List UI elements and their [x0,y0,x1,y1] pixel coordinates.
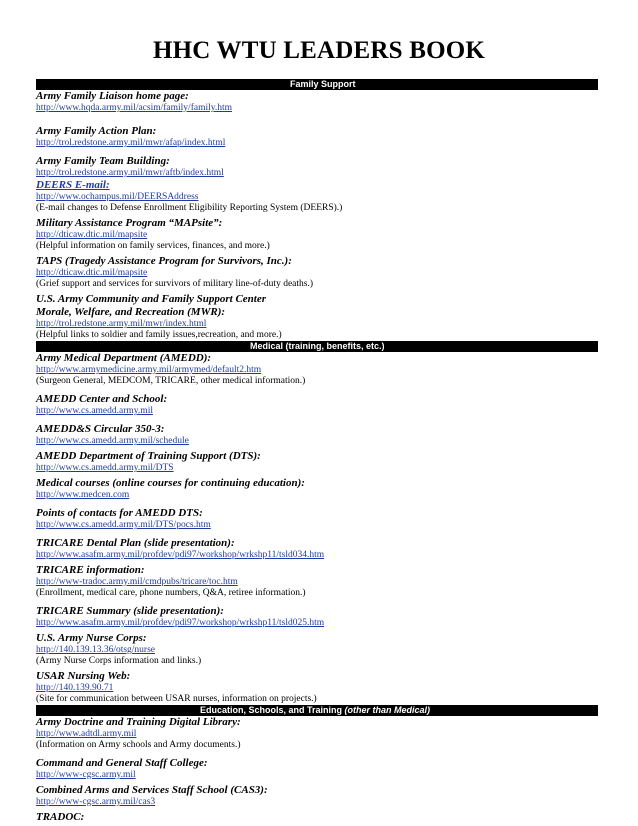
entry-title: TRICARE Dental Plan (slide presentation): [36,537,235,549]
entry-description: (Information on Army schools and Army documents.) [36,740,241,750]
entry-title: AMEDD&S Circular 350-3: [36,423,165,435]
list-item [36,811,598,824]
entry-title: Command and General Staff College: [36,757,208,769]
list-item [36,293,598,341]
entry-description: (Army Nurse Corps information and links.) [36,656,202,666]
entry-link[interactable]: http://www.cs.amedd.army.mil/DTS [36,463,174,473]
entry-link[interactable]: http://trol.redstone.army.mil/mwr/aftb/index.html [36,168,224,178]
list-item [36,784,598,808]
entry-title: Army Doctrine and Training Digital Library: [36,716,241,728]
list-item [36,255,598,290]
entry-description: (Surgeon General, MEDCOM, TRICARE, other medical information.) [36,376,306,386]
entry-link[interactable]: http://www.ochampus.mil/DEERSAddress [36,192,199,202]
entry-link[interactable]: http://www.medcen.com [36,490,130,500]
entry-title-line2: Morale, Welfare, and Recreation (MWR): [36,306,226,318]
section-header-qualifier: (other than Medical) [344,705,431,715]
list-item [36,90,598,114]
list-item [36,155,598,179]
entry-title: Military Assistance Program “MAPsite”: [36,217,223,229]
list-item [36,716,598,751]
list-item [36,450,598,474]
list-item [36,217,598,252]
entry-title: Combined Arms and Services Staff School (CAS3): [36,784,268,796]
list-item [36,179,598,214]
entry-title: Army Medical Department (AMEDD): [36,352,212,364]
entry-link[interactable]: http://140.139.13.36/otsg/nurse [36,645,156,655]
entry-link[interactable]: http://140.139.90.71 [36,683,114,693]
entry-title: Points of contacts for AMEDD DTS: [36,507,203,519]
entry-title: TRADOC: [36,811,85,823]
entry-description: (Site for communication between USAR nurses, information on projects.) [36,694,317,704]
list-item [36,632,598,667]
entry-link[interactable]: http://www.cs.amedd.army.mil/schedule [36,436,189,446]
list-item [36,393,598,417]
entry-link[interactable]: http://www.asafm.army.mil/profdev/pdi97/workshop/wrkshp11/tsld025.htm [36,618,325,628]
list-item [36,605,598,629]
list-item [36,670,598,705]
list-item [36,352,598,387]
entry-title: USAR Nursing Web: [36,670,131,682]
entry-link[interactable]: http://www.adtdl.army.mil [36,729,137,739]
entry-description: (Helpful information on family services, finances, and more.) [36,241,270,251]
section-header-label: Education, Schools, and Training [200,705,343,715]
list-item [36,507,598,531]
list-item [36,477,598,501]
entry-title: Army Family Team Building: [36,155,170,167]
list-item [36,757,598,781]
entry-link[interactable]: http://trol.redstone.army.mil/mwr/afap/index.html [36,138,226,148]
entry-description: (E-mail changes to Defense Enrollment Eligibility Reporting System (DEERS).) [36,203,343,213]
entry-link[interactable]: http://www.hqda.army.mil/acsim/family/family.htm [36,103,233,113]
entry-title: TRICARE information: [36,564,145,576]
section-header-label: Medical (training, benefits, etc.) [250,341,385,351]
document-body [36,79,598,824]
list-item [36,537,598,561]
entry-title: U.S. Army Community and Family Support Center [36,293,267,305]
entry-title: TRICARE Summary (slide presentation): [36,605,224,617]
list-item [36,564,598,599]
entry-title: Army Family Action Plan: [36,125,157,137]
entry-title: Medical courses (online courses for continuing education): [36,477,305,489]
list-item [36,423,598,447]
entry-link[interactable]: http://www-tradoc.army.mil/cmdpubs/tricare/toc.htm [36,577,238,587]
entry-link[interactable]: http://trol.redstone.army.mil/mwr/index.html [36,319,207,329]
section-header-family-support [36,79,598,90]
section-header-education [36,705,598,716]
entry-link[interactable]: http://dticaw.dtic.mil/mapsite [36,230,148,240]
entry-description: (Helpful links to soldier and family issues,recreation, and more.) [36,330,282,340]
entry-link[interactable]: http://www.cs.amedd.army.mil/DTS/pocs.htm [36,520,211,530]
entry-title: Army Family Liaison home page: [36,90,189,102]
entry-title: AMEDD Department of Training Support (DTS): [36,450,261,462]
entry-title[interactable]: DEERS E-mail: [36,179,110,191]
entry-link[interactable]: http://www.armymedicine.army.mil/armymed/default2.htm [36,365,262,375]
list-item [36,125,598,149]
entry-title: U.S. Army Nurse Corps: [36,632,147,644]
section-header-label: Family Support [290,79,356,89]
section-header-medical [36,341,598,352]
entry-title: AMEDD Center and School: [36,393,168,405]
entry-link[interactable]: http://www-cgsc.army.mil/cas3 [36,797,156,807]
entry-description: (Enrollment, medical care, phone numbers, Q&A, retiree information.) [36,588,306,598]
entry-title: TAPS (Tragedy Assistance Program for Survivors, Inc.): [36,255,292,267]
entry-link[interactable]: http://www.cs.amedd.army.mil [36,406,153,416]
entry-link[interactable]: http://www.asafm.army.mil/profdev/pdi97/workshop/wrkshp11/tsld034.htm [36,550,325,560]
entry-link[interactable]: http://www-cgsc.army.mil [36,770,136,780]
page-title: HHC WTU LEADERS BOOK [152,37,486,64]
entry-link[interactable]: http://dticaw.dtic.mil/mapsite [36,268,148,278]
entry-description: (Grief support and services for survivors of military line-of-duty deaths.) [36,279,314,289]
